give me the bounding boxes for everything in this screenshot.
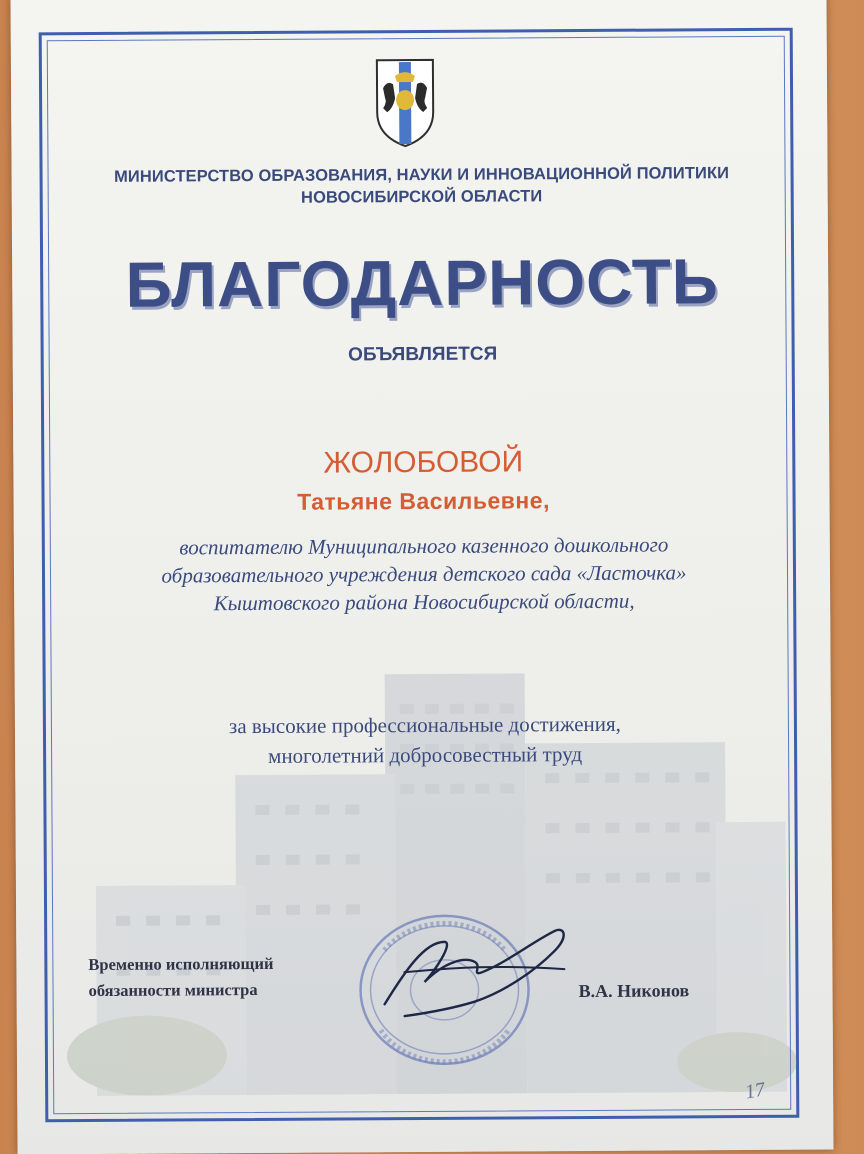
position-line-2: образовательного учреждения детского сада «Ласточка»: [161, 560, 687, 588]
award-reason: [75, 708, 775, 772]
ministry-heading: [52, 162, 792, 211]
ministry-line-1: МИНИСТЕРСТВО ОБРАЗОВАНИЯ, НАУКИ И ИННОВАЦИОННОЙ ПОЛИТИКИ: [114, 164, 730, 186]
coat-of-arms-icon: [373, 56, 438, 150]
signer-title-line-2: обязанности министра: [88, 980, 258, 1001]
reason-line-2: многолетний добросовестный труд: [268, 742, 583, 768]
recipient-name: Татьяне Васильевне,: [297, 487, 551, 515]
page-number-mark: 17: [743, 1078, 767, 1104]
recipient-surname: ЖОЛОБОВОЙ: [323, 445, 524, 480]
certificate-title: БЛАГОДАРНОСТЬ: [125, 245, 720, 321]
reason-line-1: за высокие профессиональные достижения,: [228, 711, 621, 739]
certificate-sheet: [10, 0, 833, 1154]
position-line-3: Кыштовского района Новосибирской области,: [213, 588, 635, 616]
signer-name: В.А. Никонов: [578, 980, 690, 1002]
signer-title: [88, 950, 368, 1004]
announce-label: ОБЪЯВЛЯЕТСЯ: [348, 343, 498, 366]
handwritten-signature: [364, 911, 585, 1022]
recipient-position: [74, 530, 775, 618]
position-line-1: воспитателю Муниципального казенного дошкольного: [179, 532, 669, 560]
signer-title-line-1: Временно исполняющий: [88, 953, 274, 975]
ministry-line-2: НОВОСИБИРСКОЙ ОБЛАСТИ: [300, 187, 543, 207]
